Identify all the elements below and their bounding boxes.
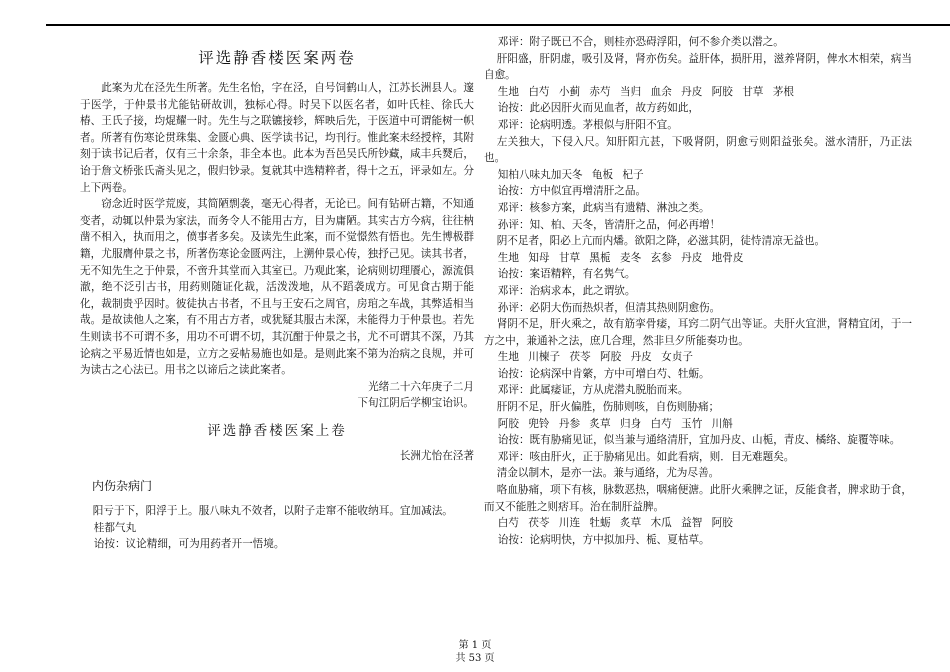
preface-paragraph-2: 窃念近时医学荒废，其简陋剽袭，毫无心得者，无论已。间有钻研古籍，不知通变者，动辄以仲景为家法，而务令人不能用古方，目为庸陋。其实古方今病，往往枘凿不相入，执而用之，偾事者多矣。及读先生此案，而不觉憬然有悟也。先生博极群籍，尤服膺仲景之书，所著伤寒论金匮两注，上溯仲景心传，独抒己见。读其书者，无不知先生之于仲景，不啻升其堂而入其室已。乃观此案，论病则切理餍心，源流俱澈，绝不泛引古书，用药则随证化裁，活泼泼地，从不蹈袭成方。可见食古期于能化，裁制贵乎因时。彼徒执古书者，不且与王安石之周官，房琯之车战，其弊适相当哉。是故读他人之案，有不用古方者，或犹疑其服古未深，未能得力于仲景也。若先生则读书不可谓不多，用功不可谓不切，其沉酣于仲景之书，尤不可谓其不深，乃其论病之平易近情也如是，立方之妥帖易施也如是。是则此案不第为治病之良规，并可为读古之心法已。用书之以谛后之读此案者。: [80, 198, 474, 377]
prescription: 生地 知母 甘草 黑栀 麦冬 玄参 丹皮 地骨皮: [497, 251, 744, 264]
commentary: 邓评：治病求本，此之谓欤。: [497, 284, 636, 297]
commentary: 孙评：知、柏、天冬，皆清肝之品，何必再增！: [497, 218, 721, 231]
book-title: 评选静香楼医案两卷: [198, 49, 356, 67]
volume-title: 评选静香楼医案上卷: [207, 422, 347, 439]
commentary: 诒按：案语精粹，有名隽气。: [497, 268, 636, 281]
preface-date: 光绪二十六年庚子二月: [368, 380, 474, 393]
prescription: 生地 川楝子 茯苓 阿胶 丹皮 女贞子: [497, 351, 693, 364]
commentary: 诒按：论病深中肯綮，方中可增白芍、牡蛎。: [497, 367, 710, 380]
commentary: 诒按：既有胁痛见证，似当兼与通络清肝，宜加丹皮、山栀，青皮、橘络、旋覆等味。: [497, 434, 901, 447]
commentary: 诒按：此必因肝火而见血者，故方药如此，: [497, 102, 700, 115]
commentary: 邓评：论病明透。茅根似与肝阳不宜。: [497, 118, 678, 131]
case-text: 肝阴不足，肝火偏胜，伤肺则咳，自伤则胁痛；: [496, 401, 720, 414]
case-text: 咯血胁痛，项下有核，脉数恶热，咽痛便溏。此肝火乘脾之证，反能食者，脾求助于食，而又不能胜之则痞耳。治在制肝益脾。: [484, 484, 912, 513]
top-rule: [46, 24, 950, 26]
case-text: 清金以制木，是亦一法。兼与通络，尤为尽善。: [496, 467, 720, 480]
case-text: 肾阴不足，肝火乘之，故有筋挛骨痿，耳窍二阴气出等证。夫肝火宜泄，肾精宜闭，于一方之中，兼通补之法，庶几合理，然非旦夕所能奏功也。: [484, 318, 912, 347]
right-column: [484, 34, 912, 548]
commentary: 诒按：论病明快，方中拟加丹、栀、夏枯草。: [497, 533, 710, 546]
prescription: 生地 白芍 小蓟 赤芍 当归 血余 丹皮 阿胶 甘草 茅根: [497, 85, 794, 98]
section-heading: 内伤杂病门: [92, 479, 153, 494]
commentary: 诒按：方中似宜再增清肝之品。: [497, 185, 647, 198]
case-text: 阳亏于下，阳浮于上。服八味丸不效者，以附子走窜不能收纳耳。宜加减法。: [92, 505, 453, 518]
commentary: 诒按：议论精细，可为用药者开一悟境。: [93, 538, 285, 551]
page-total: 共 53 页: [455, 653, 495, 664]
prescription: 阿胶 兜铃 丹参 炙草 归身 白芍 玉竹 川斛: [497, 417, 733, 430]
left-column: [80, 34, 474, 553]
commentary: 邓评：核参方案，此病当有遗精、淋浊之类。: [497, 201, 710, 214]
prescription: 知柏八味丸加天冬 龟板 杞子: [497, 168, 644, 181]
prescription: 桂都气丸: [93, 521, 137, 534]
commentary: 孙评：必阴大伤而热炽者，但清其热则阴愈伤。: [497, 301, 721, 314]
page-number: 第 1 页: [458, 640, 492, 651]
author-line: 长洲尤怡在泾著: [399, 449, 474, 462]
commentary: 邓评：咳由肝火，正于胁痛见出。如此看病，则．目无难题矣。: [497, 450, 795, 463]
commentary: 邓评：附子既已不合，则桂亦恐碍浮阳，何不参介类以潜之。: [497, 36, 784, 48]
preface-paragraph-1: 此案为尤在泾先生所著。先生名怡，字在泾，自号饲鹤山人，江苏长洲县人。邃于医学，于仲景书尤能钻研故训，独标心得。时吴下以医名者，如叶氏桂、徐氏大椿、王氏子接，均焜耀一时。先生与之联镳接轸，辉映后先，于医道中可谓能树一帜者。所著有伤寒论贯珠集、金匮心典、医学读书记，均刊行。惟此案未经授梓，其附刻于读书记后者，仅有三十余条，非全本也。此本为吾邑吴氏所钞藏，咸丰兵燹后，诒于詹文桥张氏斋头见之，假归钞录。复就其中选精粹者，得十之五，评录如左。分上下两卷。: [80, 82, 474, 194]
prescription: 白芍 茯苓 川连 牡蛎 炙草 木瓜 益智 阿胶: [497, 517, 733, 530]
case-text: 肝阳盛，肝阴虚，吸引及肾，肾亦伤矣。益肝体，损肝用，滋养肾阴，俾水木相荣，病当自愈。: [484, 52, 912, 82]
case-text: 左关独大，下侵入尺。知肝阳亢甚，下吸肾阴，阴愈亏则阳益张矣。滋水清肝，乃正法也。: [484, 135, 912, 165]
case-text: 阴不足者，阳必上亢而内燔。欲阳之降，必滋其阴，徒恃清凉无益也。: [496, 235, 826, 248]
preface-signature: 下旬江阴后学柳宝诒识。: [357, 397, 474, 410]
commentary: 邓评：此属痿证，方从虎潜丸脱胎而来。: [497, 384, 689, 397]
